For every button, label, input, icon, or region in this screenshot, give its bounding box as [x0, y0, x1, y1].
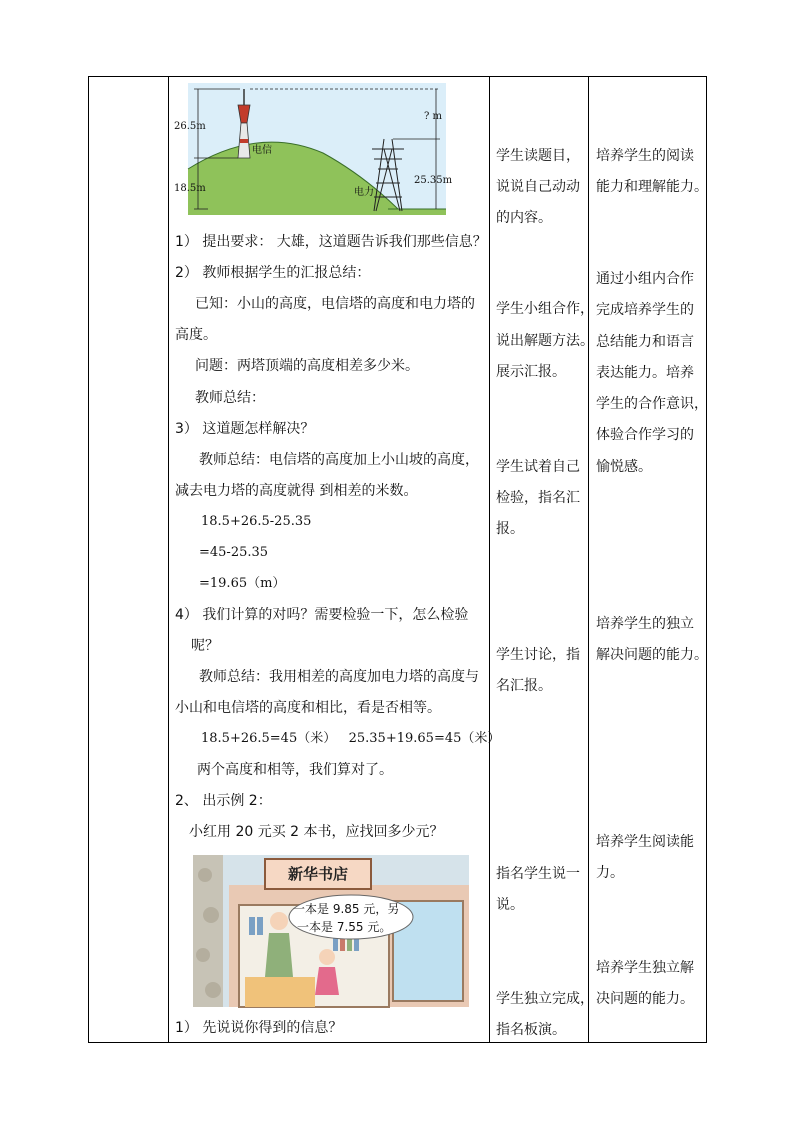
- height-label: 26.5m: [174, 121, 206, 132]
- height-label: 18.5m: [174, 183, 206, 194]
- text-line: 学生独立完成，: [496, 991, 594, 1007]
- bookstore-illustration: [193, 855, 469, 1007]
- lesson-table: [88, 76, 707, 1043]
- text-line: 教师总结：: [195, 390, 265, 406]
- telecom-tower-label: 电信: [252, 145, 272, 156]
- text-line: 完成培养学生的: [596, 302, 694, 318]
- text-line: 问题：两塔顶端的高度相差多少米。: [195, 358, 419, 374]
- text-line: 展示汇报。: [496, 364, 566, 380]
- text-line: 4） 我们计算的对吗？需要检验一下，怎么检验: [175, 607, 469, 623]
- text-line: 学生讨论，指: [496, 647, 580, 663]
- column-divider: [489, 77, 490, 1042]
- text-line: 学生的合作意识，: [596, 396, 708, 412]
- speech-bubble-text: 一本是 9.85 元，另: [293, 902, 400, 916]
- text-line: 决问题的能力。: [596, 991, 694, 1007]
- text-line: 通过小组内合作: [596, 271, 694, 287]
- tower-height-diagram: [174, 83, 453, 215]
- text-line: 呢？: [191, 638, 219, 654]
- text-line: 学生小组合作，: [496, 301, 594, 317]
- text-line: 学生读题目，: [496, 148, 580, 164]
- power-tower-label: 电力: [354, 187, 374, 198]
- text-line: 说出解题方法。: [496, 333, 594, 349]
- text-line: 解决问题的能力。: [596, 647, 708, 663]
- text-line: 体验合作学习的: [596, 427, 694, 443]
- text-line: 表达能力。培养: [596, 365, 694, 381]
- unknown-height-label: ? m: [424, 111, 443, 122]
- text-line: 1） 提出要求： 大雄，这道题告诉我们那些信息？: [175, 234, 487, 250]
- equation-line: =19.65（m）: [199, 576, 286, 591]
- text-line: 指名板演。: [496, 1022, 566, 1038]
- speech-bubble-text: 一本是 7.55 元。: [297, 920, 392, 934]
- text-line: 教师总结：我用相差的高度加电力塔的高度与: [199, 669, 479, 685]
- text-line: 力。: [596, 865, 624, 881]
- text-line: 培养学生独立解: [596, 960, 694, 976]
- text-line: 培养学生阅读能: [596, 834, 694, 850]
- text-line: 愉悦感。: [596, 459, 652, 475]
- text-line: 2） 教师根据学生的汇报总结：: [175, 265, 371, 281]
- text-line: 1） 先说说你得到的信息？: [175, 1020, 343, 1036]
- text-line: 教师总结：电信塔的高度加上小山坡的高度，: [199, 452, 479, 468]
- text-line: 总结能力和语言: [596, 334, 694, 350]
- text-line: 报。: [496, 521, 524, 537]
- equation-line: 18.5+26.5-25.35: [201, 514, 312, 529]
- text-line: 小山和电信塔的高度和相比，看是否相等。: [175, 700, 441, 716]
- text-line: 减去电力塔的高度就得 到相差的米数。: [175, 483, 418, 499]
- equation-line: 18.5+26.5=45（米） 25.35+19.65=45（米）: [201, 731, 501, 746]
- text-line: 培养学生的阅读: [596, 148, 694, 164]
- height-label: 25.35m: [414, 175, 453, 186]
- text-line: 两个高度和相等，我们算对了。: [197, 762, 393, 778]
- shop-sign: 新华书店: [287, 865, 349, 883]
- equation-line: =45-25.35: [199, 545, 269, 560]
- text-line: 2、 出示例 2：: [175, 793, 272, 809]
- text-line: 小红用 20 元买 2 本书，应找回多少元？: [189, 824, 444, 840]
- text-line: 名汇报。: [496, 678, 552, 694]
- text-line: 说。: [496, 897, 524, 913]
- text-line: 的内容。: [496, 210, 552, 226]
- text-line: 高度。: [175, 327, 217, 343]
- text-line: 3） 这道题怎样解决？: [175, 421, 315, 437]
- text-line: 指名学生说一: [496, 866, 580, 882]
- text-line: 说说自己动动: [496, 179, 580, 195]
- text-line: 已知：小山的高度，电信塔的高度和电力塔的: [195, 296, 475, 312]
- text-line: 能力和理解能力。: [596, 179, 708, 195]
- text-line: 培养学生的独立: [596, 616, 694, 632]
- text-line: 学生试着自己: [496, 459, 580, 475]
- column-divider: [588, 77, 589, 1042]
- column-divider: [168, 77, 169, 1042]
- text-line: 检验，指名汇: [496, 490, 580, 506]
